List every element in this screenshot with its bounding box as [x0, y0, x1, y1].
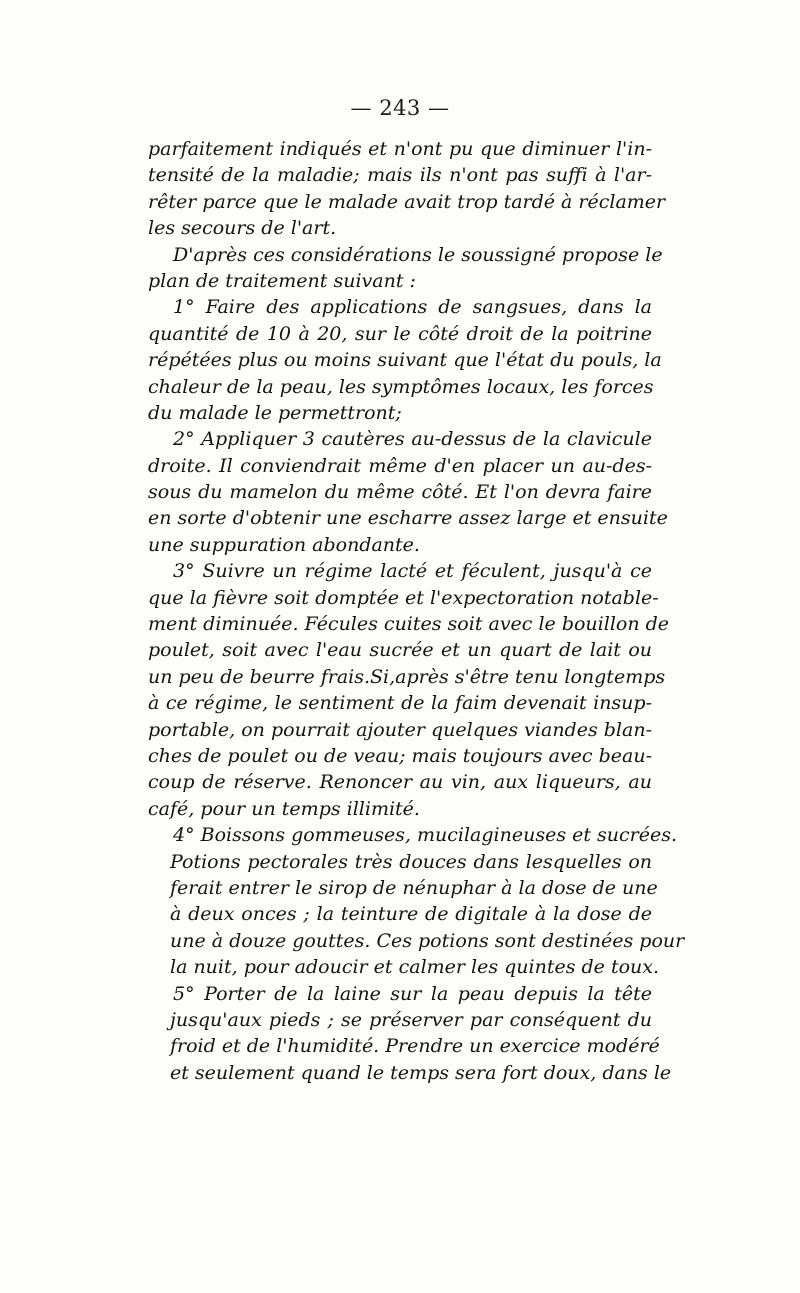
text-line: poulet, soit avec l'eau sucrée et un quart de lait ou — [148, 639, 652, 662]
text-line: parfaitement indiqués et n'ont pu que diminuer l'in- — [148, 138, 652, 160]
text-line: 2° Appliquer 3 cautères au-dessus de la clavicule — [173, 428, 652, 451]
text-line: café, pour un temps illimité. — [148, 797, 420, 820]
text-line: la nuit, pour adoucir et calmer les quintes de toux. — [170, 956, 660, 979]
text-line: 5° Porter de la laine sur la peau depuis la tête — [173, 982, 652, 1005]
text-line: jusqu'aux pieds ; se préserver par conséquent du — [170, 1008, 652, 1031]
text-line: un peu de beurre frais.Si,après s'être tenu longtemps — [148, 665, 666, 688]
text-line: 4° Boissons gommeuses, mucilagineuses et sucrées. — [173, 824, 678, 847]
text-line: froid et de l'humidité. Prendre un exercice modéré — [170, 1035, 660, 1058]
text-line: portable, on pourrait ajouter quelques viandes blan- — [148, 718, 652, 741]
text-line: à ce régime, le sentiment de la faim devenait insup- — [148, 692, 652, 715]
text-line: à deux onces ; la teinture de digitale à la dose de — [170, 903, 652, 926]
text-line: sous du mamelon du même côté. Et l'on devra faire — [148, 481, 652, 504]
text-line: une à douze gouttes. Ces potions sont destinées pour — [170, 929, 685, 952]
text-line: rêter parce que le malade avait trop tardé à réclamer — [148, 190, 666, 213]
text-line: Potions pectorales très douces dans lesquelles on — [170, 850, 652, 873]
text-line: ches de poulet ou de veau; mais toujours avec beau- — [148, 744, 652, 767]
text-line: du malade le permettront; — [148, 401, 402, 424]
text-line: ment diminuée. Fécules cuites soit avec le bouillon de — [148, 613, 670, 636]
text-line: D'après ces considérations le soussigné propose le — [173, 243, 663, 266]
text-line: et seulement quand le temps sera fort doux, dans le — [170, 1061, 672, 1084]
text-line: que la fièvre soit domptée et l'expectoration notable- — [148, 586, 659, 609]
text-line: tensité de la maladie; mais ils n'ont pas suffi à l'ar- — [148, 164, 652, 187]
text-line: répétées plus ou moins suivant que l'état du pouls, la — [148, 349, 662, 372]
text-line: 3° Suivre un régime lacté et féculent, jusqu'à ce — [173, 560, 652, 583]
text-line: en sorte d'obtenir une escharre assez large et ensuite — [148, 507, 668, 530]
page-number: — 243 — — [350, 96, 450, 120]
body-text — [148, 136, 685, 1086]
text-line: plan de traitement suivant : — [148, 269, 416, 292]
text-line: chaleur de la peau, les symptômes locaux, les forces — [148, 375, 654, 398]
text-line: une suppuration abondante. — [148, 533, 420, 556]
text-line: 1° Faire des applications de sangsues, dans la — [173, 296, 652, 319]
text-line: coup de réserve. Renoncer au vin, aux liqueurs, au — [148, 771, 652, 794]
text-line: droite. Il conviendrait même d'en placer un au-des- — [148, 454, 652, 477]
text-line: les secours de l'art. — [148, 217, 337, 240]
text-line: ferait entrer le sirop de nénuphar à la dose de une — [170, 876, 658, 899]
text-line: quantité de 10 à 20, sur le côté droit de la poitrine — [148, 322, 652, 345]
